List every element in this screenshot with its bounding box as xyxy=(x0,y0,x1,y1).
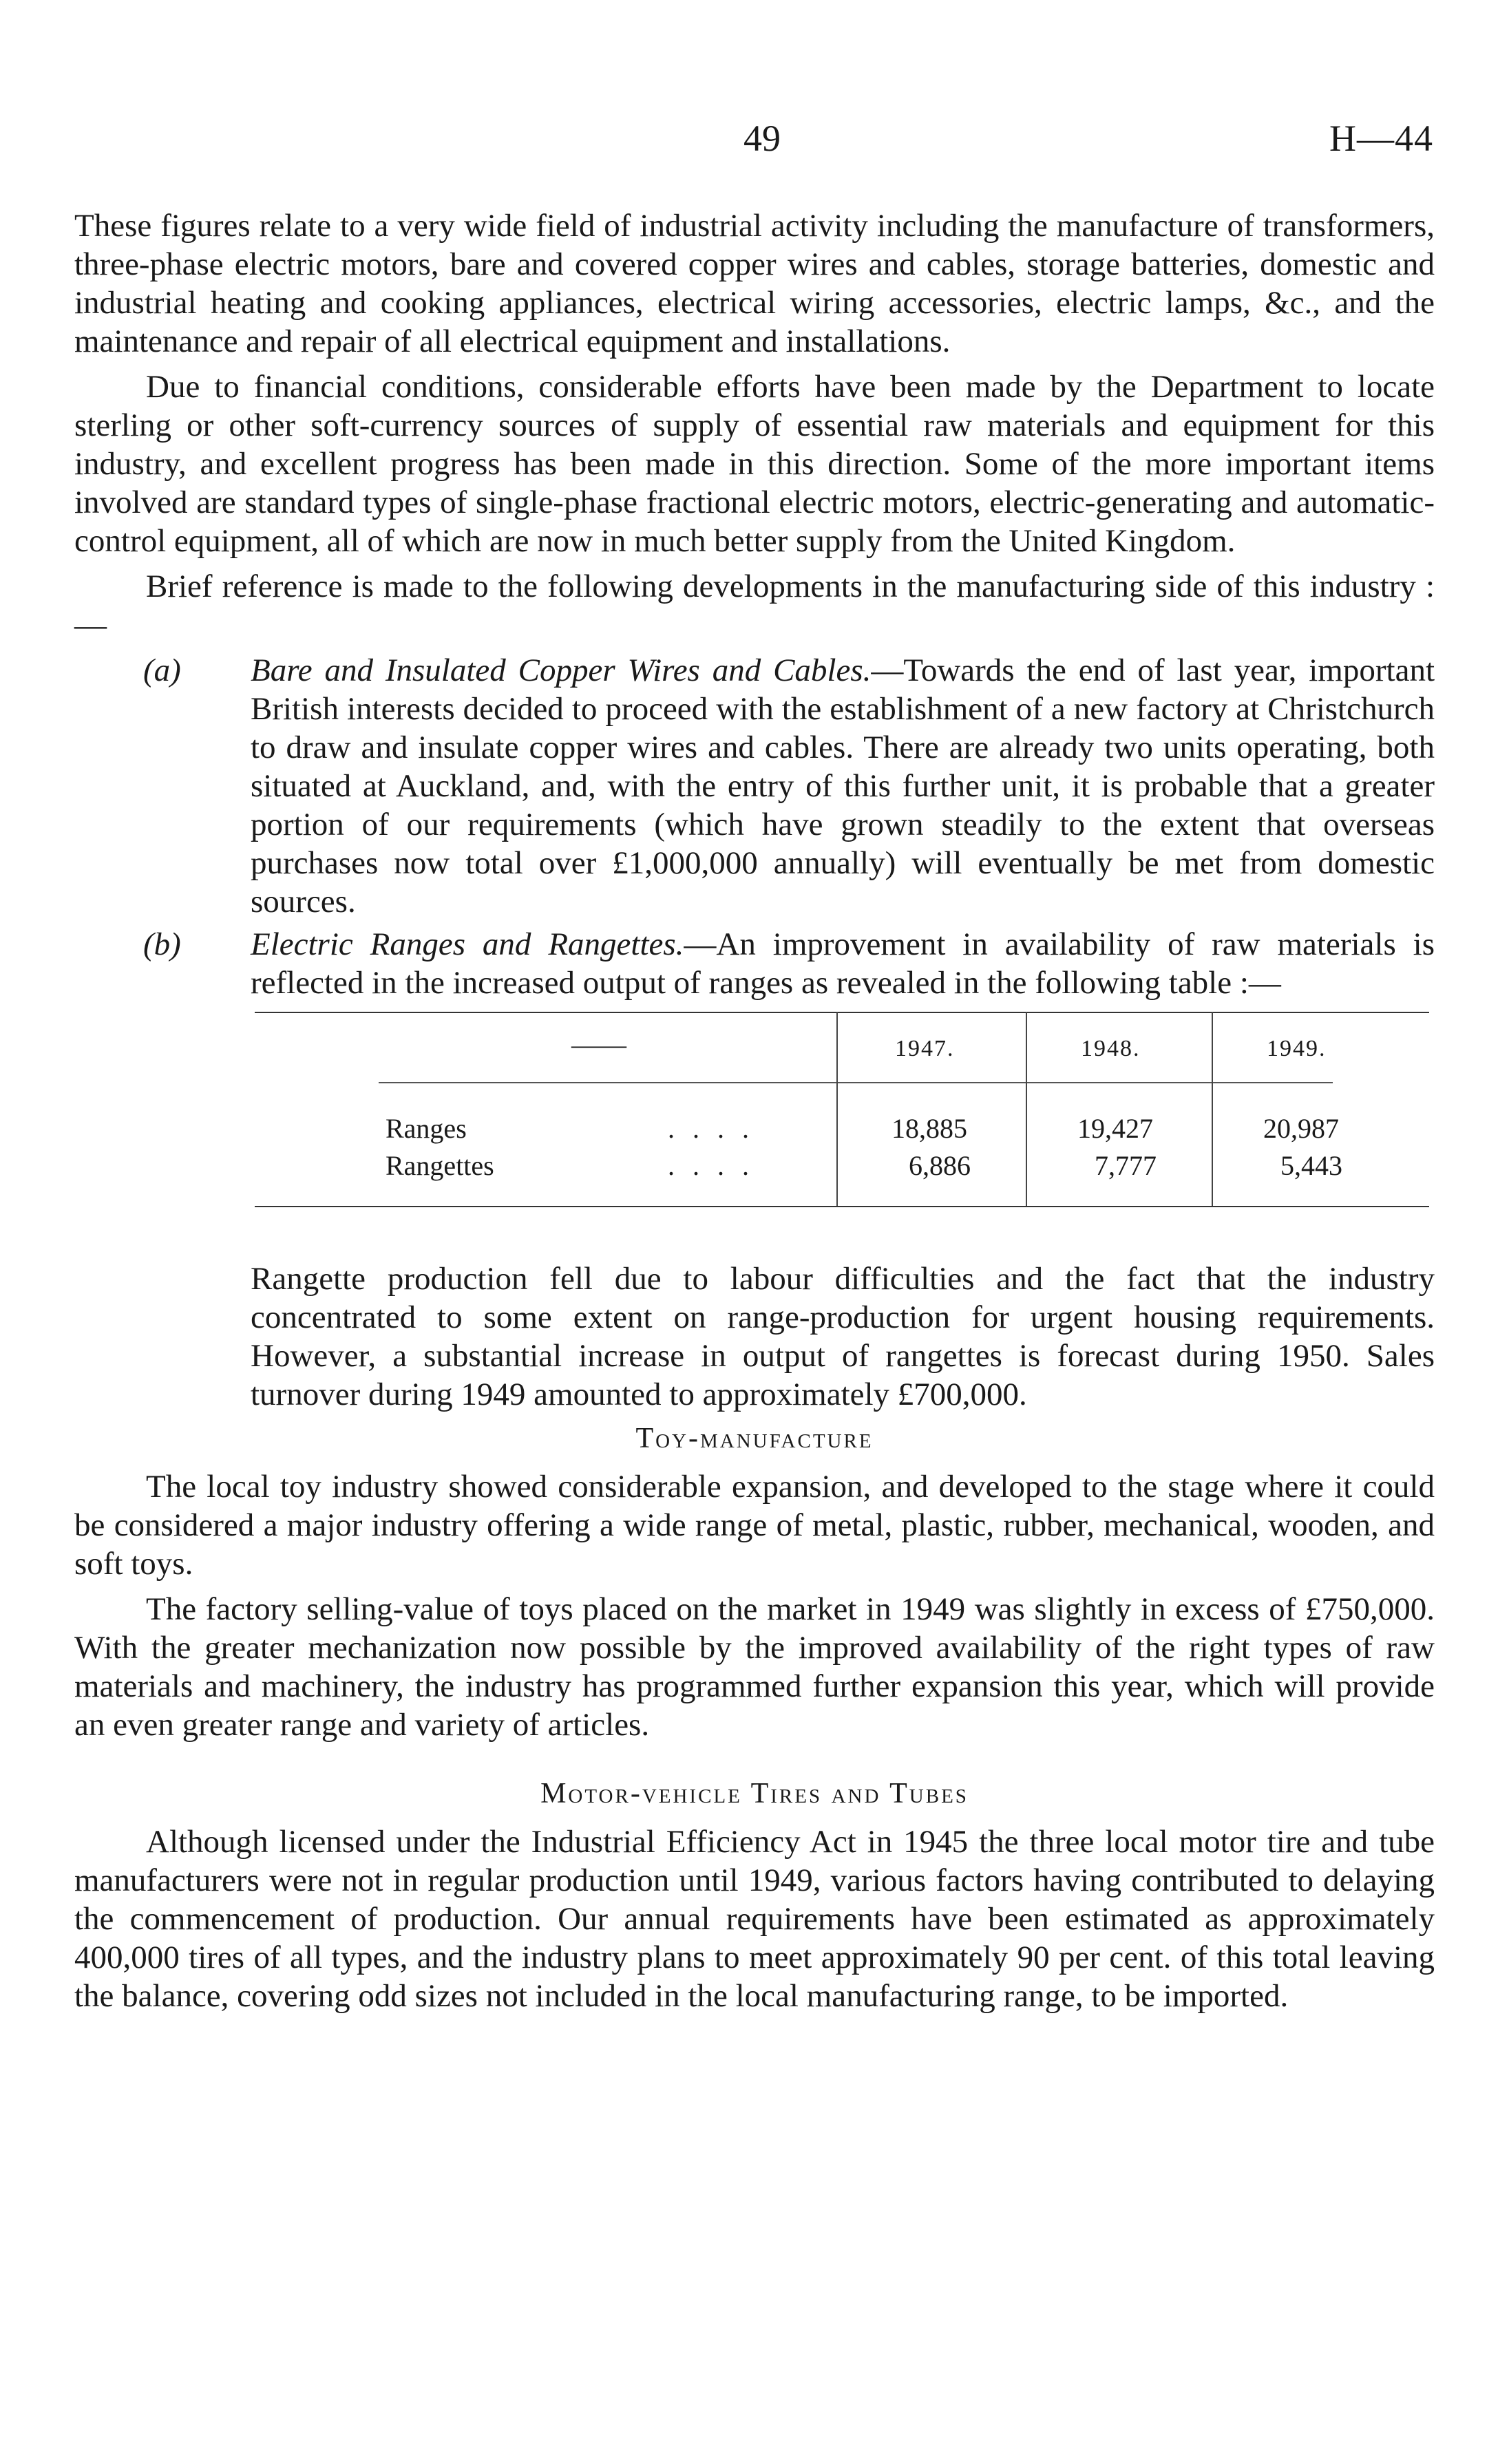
table-cell: 20,987 xyxy=(1263,1113,1339,1144)
table-column-divider xyxy=(1026,1012,1027,1206)
paragraph-rangette-production: Rangette production fell due to labour difficulties and the fact that the industry concentrated to some extent on range-production for urgent housing requirements. However, a substantial increase in output of rangettes is forecast during 1950. Sales turnover during 1949 amounted to approximately £700,000. xyxy=(251,1261,1435,1412)
list-item-text: —An improvement in availability of raw materials is reflected in the increased output of ranges as revealed in the following table :— xyxy=(251,926,1435,1001)
list-marker: (a) xyxy=(143,652,181,688)
table-row-leader: . . . . xyxy=(668,1113,754,1144)
page-header xyxy=(0,117,1509,165)
table-cell: 18,885 xyxy=(891,1113,967,1144)
list-item-title: Bare and Insulated Copper Wires and Cables. xyxy=(251,652,872,688)
table-header-rule xyxy=(379,1082,1333,1083)
table-row-leader: . . . . xyxy=(668,1150,754,1181)
table-column-divider xyxy=(1212,1012,1213,1206)
table-cell: 5,443 xyxy=(1280,1150,1342,1181)
table-bottom-rule xyxy=(255,1206,1429,1207)
table-top-rule xyxy=(255,1012,1429,1013)
list-item-text: —Towards the end of last year, important British interests decided to proceed with the establishment of a new factory at Christchurch to draw and insulate copper wires and cables. There are already two units operating, both situated at Auckland, and, with the entry of this further unit, it is probable that a greater portion of our requirements (which have grown steadily to the extent that overseas purchases now total over £1,000,000 annually) will eventually be met from domestic sources. xyxy=(251,652,1435,920)
table-corner-cell: —— xyxy=(571,1029,626,1060)
section-heading-toy-manufacture: Toy-manufacture xyxy=(635,1423,874,1454)
table-cell: 6,886 xyxy=(909,1150,971,1181)
table-header-1949: 1949. xyxy=(1267,1036,1327,1061)
body-text xyxy=(74,206,1435,2022)
list-item-title: Electric Ranges and Rangettes. xyxy=(251,926,684,962)
paragraph-tire-manufacturers: Although licensed under the Industrial Efficiency Act in 1945 the three local motor tire and tube manufacturers were not in regular production until 1949, various factors having contributed to delaying the commencement of production. Our annual requirements have been estimated as approximately 400,000 tires of all types, and the industry plans to meet approximately 90 per cent. of this total leaving the balance, covering odd sizes not included in the local manufacturing range, to be imported. xyxy=(74,1824,1435,2014)
table-cell: 7,777 xyxy=(1095,1150,1157,1181)
list-item-electric-ranges xyxy=(74,925,1435,1002)
list-marker: (b) xyxy=(143,926,181,962)
paragraph-toy-industry: The local toy industry showed considerable expansion, and developed to the stage where it could be considered a major industry offering a wide range of metal, plastic, rubber, mechanical, wooden, and soft toys. xyxy=(74,1469,1435,1582)
table-row-label: Rangettes xyxy=(386,1150,494,1181)
paragraph-brief-reference: Brief reference is made to the following developments in the manufacturing side of this industry :— xyxy=(74,569,1435,643)
section-heading-motor-vehicle-tires: Motor-vehicle Tires and Tubes xyxy=(540,1778,969,1809)
table-column-divider xyxy=(836,1012,838,1206)
paragraph-financial-conditions: Due to financial conditions, considerable efforts have been made by the Department to locate sterling or other soft-currency sources of supply of essential raw materials and equipment for this industry, and excellent progress has been made in this direction. Some of the more important items involved are standard types of single-phase fractional electric motors, electric-generating and automatic-control equipment, all of which are now in much better supply from the United Kingdom. xyxy=(74,369,1435,559)
table-cell: 19,427 xyxy=(1077,1113,1153,1144)
page-number: 49 xyxy=(743,118,781,159)
table-header-1947: 1947. xyxy=(895,1036,955,1061)
table-row-label: Ranges xyxy=(386,1113,467,1144)
paragraph-toy-selling-value: The factory selling-value of toys placed on the market in 1949 was slightly in excess of £750,000. With the greater mechanization now possible by the improved availability of the right types of raw materials and machinery, the industry has programmed further expansion this year, which will provide an even greater range and variety of articles. xyxy=(74,1591,1435,1743)
paragraph-intro: These figures relate to a very wide field of industrial activity including the manufacture of transformers, three-phase electric motors, bare and covered copper wires and cables, storage batteries, domestic and industrial heating and cooking appliances, electrical wiring accessories, electric lamps, &c., and the maintenance and repair of all electrical equipment and installations. xyxy=(74,208,1435,359)
list-item-copper-wires xyxy=(74,651,1435,921)
document-reference: H—44 xyxy=(1329,118,1433,159)
table-header-1948: 1948. xyxy=(1081,1036,1141,1061)
ranges-output-table xyxy=(255,1012,1429,1218)
